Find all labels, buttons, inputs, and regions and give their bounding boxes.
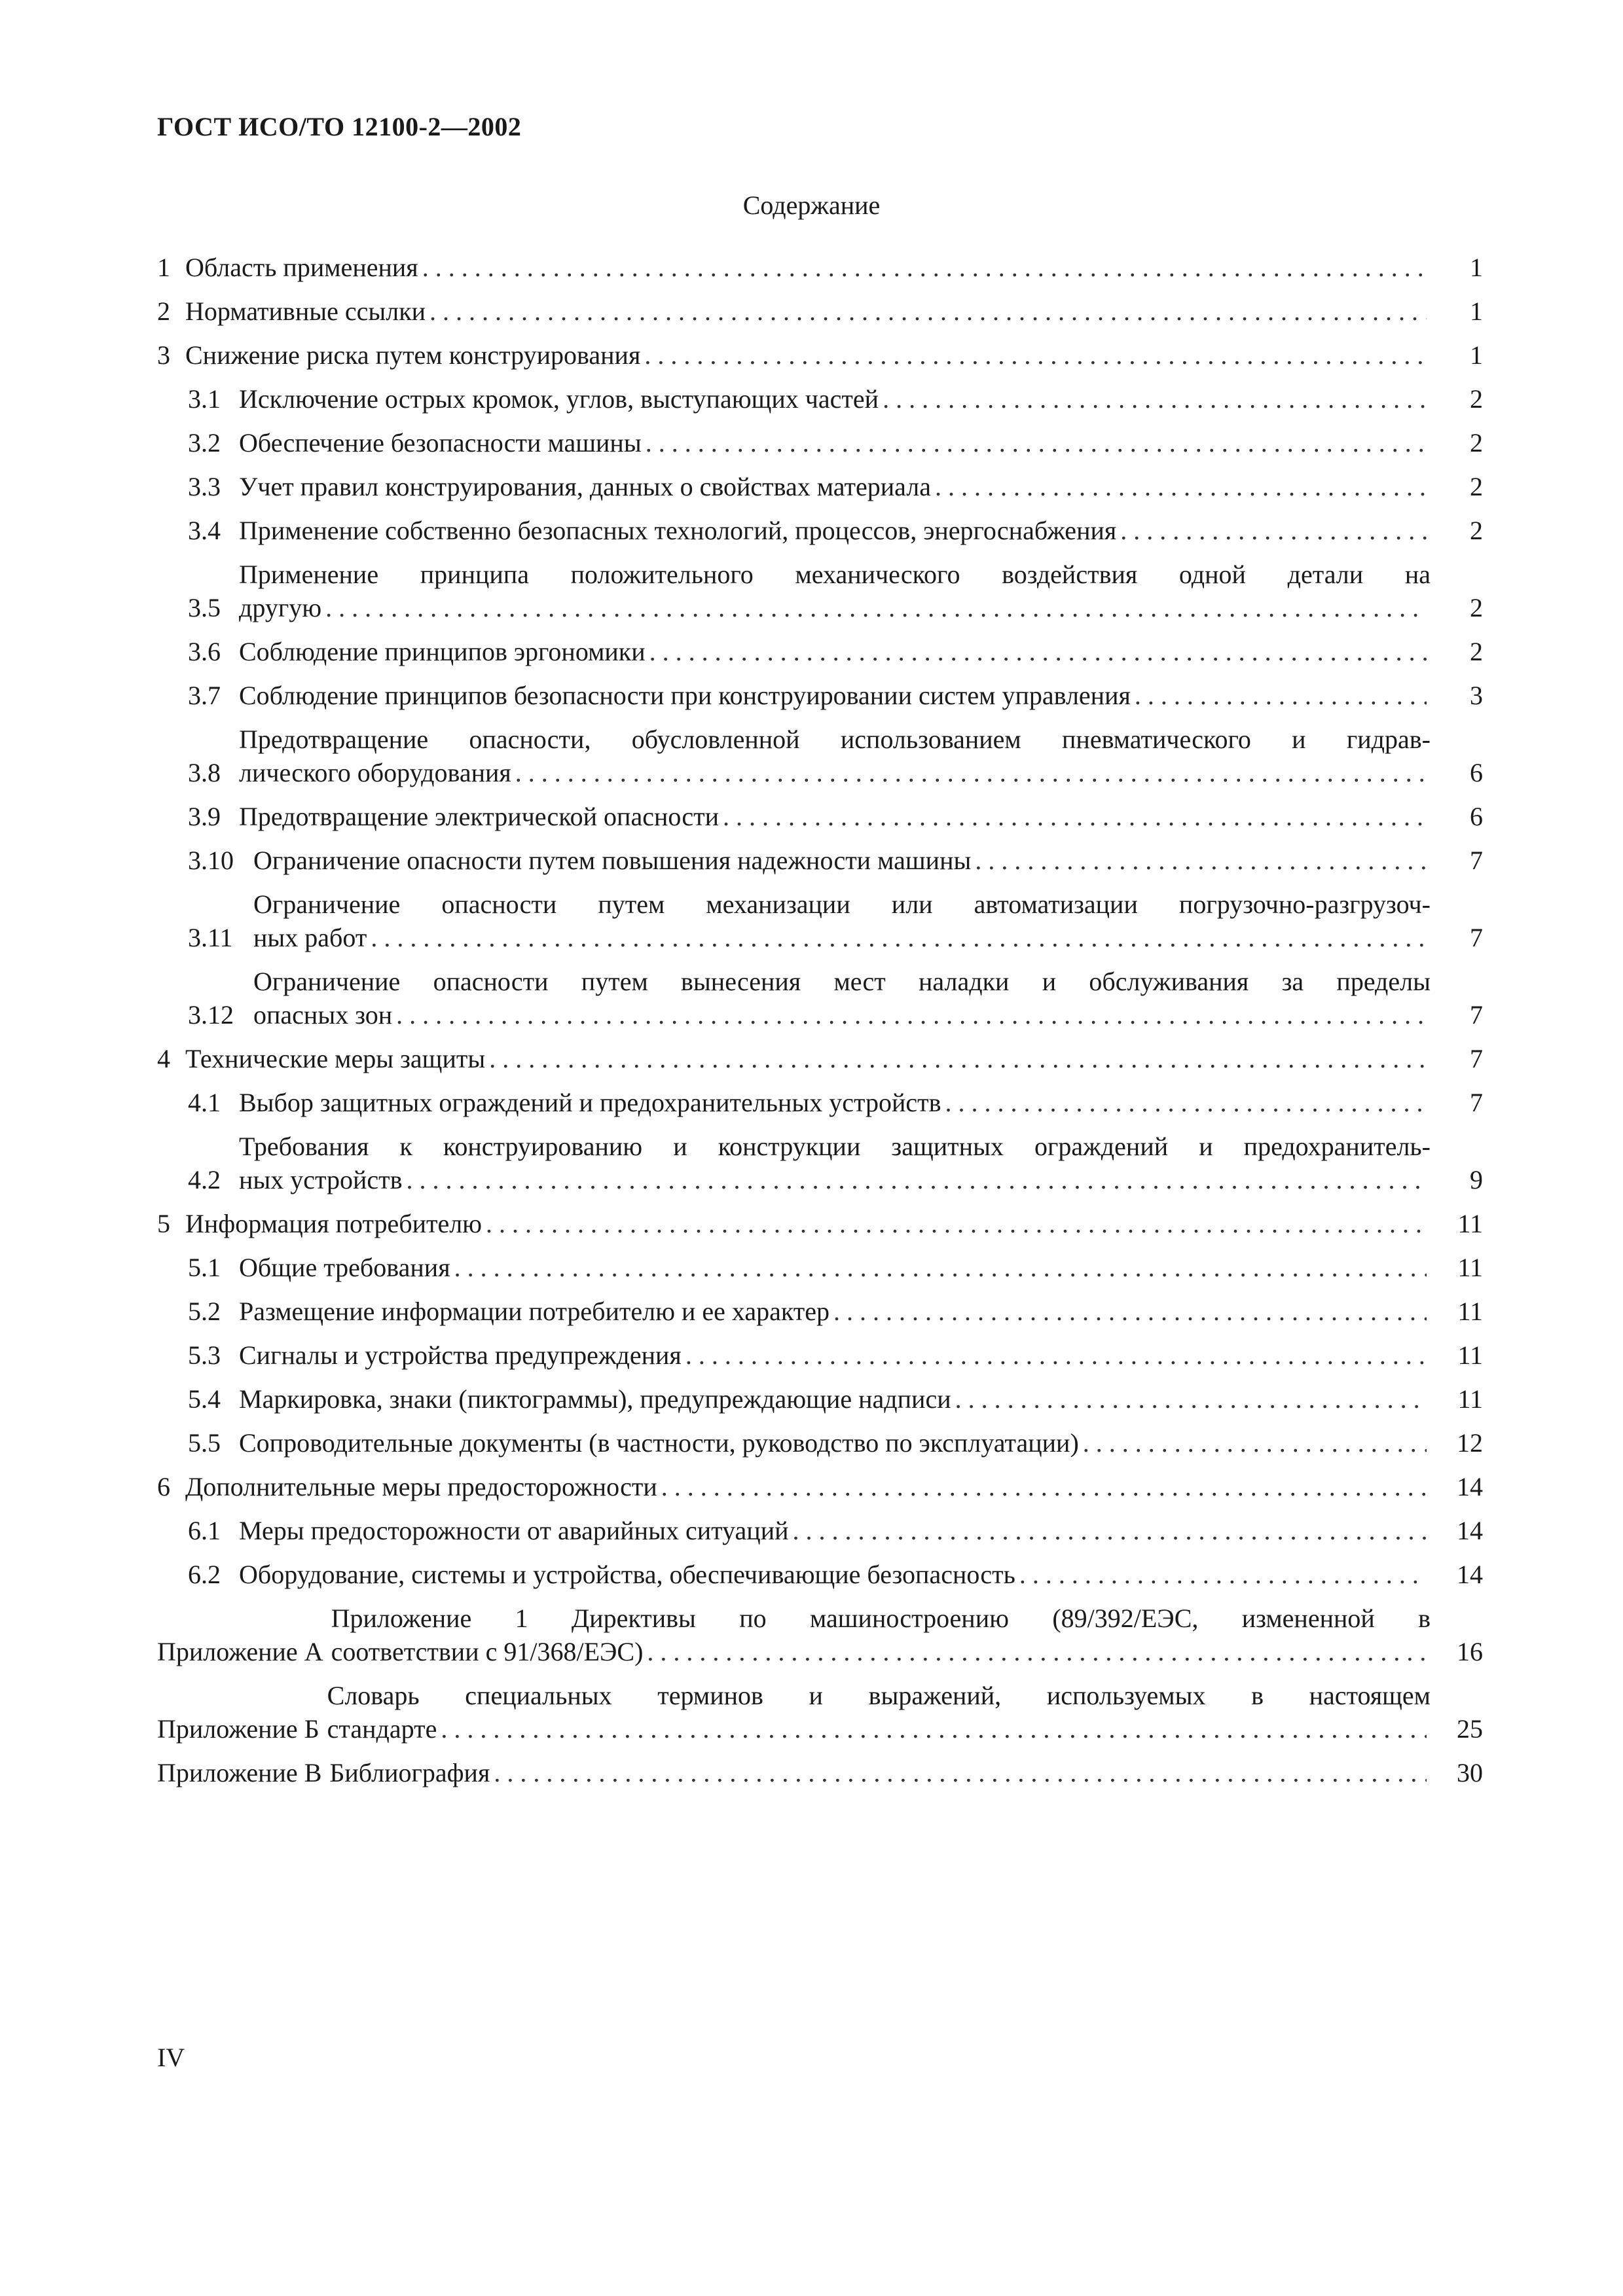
toc-entry-text-row [239, 635, 1431, 668]
dot-leader [371, 921, 1427, 954]
toc-entry[interactable] [157, 470, 1483, 503]
toc-entry-number: 3.3 [188, 472, 221, 501]
toc-entry-number: 3.8 [188, 758, 221, 787]
toc-entry-page: 1 [1470, 340, 1483, 370]
document-id-header: ГОСТ ИСО/ТО 12100-2—2002 [157, 112, 522, 141]
toc-entry[interactable] [157, 844, 1483, 877]
toc-entry-text-line2-row [331, 1635, 1431, 1668]
toc-entry-page: 11 [1457, 1340, 1483, 1370]
toc-entry-text: Сопроводительные документы (в частности, руководство по эксплуатации) [239, 1428, 1079, 1458]
toc-entry-number: 3.6 [188, 637, 221, 666]
toc-entry-number: 5.1 [188, 1253, 221, 1282]
dot-leader [325, 591, 1427, 624]
toc-entry-number: 3.4 [188, 516, 221, 545]
toc-entry-text: Учет правил конструирования, данных о свойствах материала [239, 472, 931, 501]
toc-entry-body [185, 1470, 1431, 1503]
toc-entry-text-row [239, 1558, 1431, 1591]
dot-leader [1019, 1558, 1427, 1591]
toc-entry-page: 1 [1470, 253, 1483, 282]
toc-entry-text-line2: лического оборудования [239, 758, 511, 787]
toc-entry-number: 4.1 [188, 1088, 221, 1117]
toc-entry-body [239, 1558, 1431, 1591]
toc-entry-number: 5.5 [188, 1428, 221, 1458]
toc-entry-text-row [239, 1086, 1431, 1119]
toc-entry-number: Приложение В [157, 1758, 322, 1787]
toc-entry-body [331, 1602, 1431, 1668]
toc-entry[interactable] [157, 251, 1483, 284]
toc-entry-text: Размещение информации потребителю и ее характер [239, 1297, 830, 1326]
dot-leader [454, 1251, 1427, 1284]
toc-entry-number: 5.2 [188, 1297, 221, 1326]
toc-entry-number: 3.9 [188, 802, 221, 831]
toc-entry-body [239, 470, 1431, 503]
toc-entry[interactable] [157, 1130, 1483, 1196]
toc-entry-text-line2: опасных зон [253, 1000, 393, 1030]
toc-entry-number: 5.3 [188, 1340, 221, 1370]
toc-entry-body [329, 1756, 1431, 1789]
dot-leader [883, 382, 1427, 416]
toc-entry-text-block [253, 888, 1431, 954]
toc-entry-text-line1: Требования к конструированию и конструкции защитных ограждений и предохранитель- [239, 1132, 1431, 1161]
page-number: IV [157, 2043, 185, 2072]
toc-entry[interactable] [157, 1602, 1483, 1668]
toc-entry-body [239, 1514, 1431, 1547]
toc-entry-number: 3.5 [188, 593, 221, 622]
toc-entry-text-row [329, 1756, 1431, 1789]
dot-leader [1135, 679, 1427, 712]
toc-entry-number: 4.2 [188, 1165, 221, 1194]
toc-entry-page: 9 [1470, 1165, 1483, 1194]
toc-entry-body [185, 338, 1431, 372]
toc-entry-page: 14 [1457, 1516, 1483, 1545]
toc-entry-text-row [185, 295, 1431, 328]
toc-entry[interactable] [157, 800, 1483, 833]
toc-entry-page: 7 [1470, 846, 1483, 875]
toc-entry-text-row [239, 1382, 1431, 1416]
toc-entry-body [239, 1338, 1431, 1372]
dot-leader [661, 1470, 1427, 1503]
toc-entry-page: 11 [1457, 1297, 1483, 1326]
toc-entry-text-line2: другую [239, 593, 322, 622]
toc-entry-text-row [253, 844, 1431, 877]
toc-entry-text-row [239, 679, 1431, 712]
dot-leader [975, 844, 1427, 877]
toc-entry-body [253, 888, 1431, 954]
dot-leader [1083, 1426, 1427, 1460]
toc-entry-text-line2: ных устройств [239, 1165, 403, 1194]
toc-entry-body [239, 800, 1431, 833]
toc-entry[interactable] [157, 426, 1483, 459]
toc-entry-body [239, 1295, 1431, 1328]
toc-entry-text: Сигналы и устройства предупреждения [239, 1340, 682, 1370]
toc-entry-text-line2-row [239, 756, 1431, 789]
toc-entry-text: Нормативные ссылки [185, 296, 426, 326]
toc-entry-body [239, 1086, 1431, 1119]
toc-entry-text-line1: Предотвращение опасности, обусловленной использованием пневматического и гидрав- [239, 725, 1431, 754]
toc-entry[interactable] [157, 1207, 1483, 1240]
toc-entry-text-line2-row [239, 1163, 1431, 1196]
dot-leader [644, 338, 1427, 372]
dot-leader [441, 1712, 1427, 1746]
toc-entry-page: 2 [1470, 516, 1483, 545]
toc-entry-number: 3.11 [188, 923, 233, 952]
toc-entry-text-line2-row [327, 1712, 1431, 1746]
toc-entry-page: 11 [1457, 1253, 1483, 1282]
toc-entry-text: Дополнительные меры предосторожности [185, 1472, 657, 1501]
toc-entry-text-row [239, 800, 1431, 833]
toc-entry-page: 7 [1470, 1088, 1483, 1117]
dot-leader [833, 1295, 1427, 1328]
toc-entry-number: 3.7 [188, 681, 221, 710]
toc-entry-body [239, 1130, 1431, 1196]
toc-entry[interactable] [157, 338, 1483, 372]
toc-entry-text: Применение собственно безопасных технологий, процессов, энергоснабжения [239, 516, 1117, 545]
toc-entry-body [239, 1251, 1431, 1284]
toc-entry-text-line2-row [253, 998, 1431, 1031]
toc-entry-body [239, 723, 1431, 789]
toc-entry-number: 6 [157, 1472, 170, 1501]
toc-entry-text-row [185, 1470, 1431, 1503]
toc-entry-number: Приложение А [157, 1637, 323, 1666]
toc-entry-text: Технические меры защиты [185, 1044, 486, 1073]
toc-entry-text-line1: Применение принципа положительного механического воздействия одной детали на [239, 560, 1431, 589]
toc-entry-text-row [185, 338, 1431, 372]
toc-entry[interactable] [157, 1470, 1483, 1503]
toc-entry-page: 7 [1470, 1044, 1483, 1073]
toc-entry-body [185, 251, 1431, 284]
toc-entry-page: 16 [1457, 1637, 1483, 1666]
toc-entry[interactable] [157, 1426, 1483, 1460]
toc-entry-body [239, 558, 1431, 624]
toc-title: Содержание [742, 190, 881, 220]
toc-entry-text-row [185, 1042, 1431, 1075]
toc-entry-body [239, 426, 1431, 459]
toc-entry-body [239, 1382, 1431, 1416]
toc-entry-body [327, 1679, 1431, 1746]
toc-entry[interactable] [157, 679, 1483, 712]
toc-entry-number: 6.1 [188, 1516, 221, 1545]
dot-leader [515, 756, 1427, 789]
dot-leader [1120, 514, 1427, 547]
toc-entry-text: Информация потребителю [185, 1209, 483, 1238]
toc-entry-body [239, 382, 1431, 416]
toc-entry-text-line1: Приложение 1 Директивы по машиностроению (89/392/ЕЭС, измененной в [331, 1604, 1431, 1633]
toc-entry[interactable] [157, 1679, 1483, 1746]
toc-entry-text-row [185, 1207, 1431, 1240]
toc-entry-text-row [239, 1338, 1431, 1372]
toc-entry-body [239, 1426, 1431, 1460]
toc-entry-text-line2-row [253, 921, 1431, 954]
toc-entry-text: Маркировка, знаки (пиктограммы), предупреждающие надписи [239, 1384, 951, 1414]
toc-entry[interactable] [157, 1558, 1483, 1591]
toc-entry-number: 3.12 [188, 1000, 234, 1030]
dot-leader [489, 1042, 1427, 1075]
toc-entry-text-row [185, 251, 1431, 284]
toc-entry-number: Приложение Б [157, 1714, 319, 1744]
toc-entry-page: 12 [1457, 1428, 1483, 1458]
table-of-contents [157, 251, 1483, 1800]
toc-entry-page: 6 [1470, 802, 1483, 831]
toc-entry-body [253, 965, 1431, 1031]
toc-entry[interactable] [157, 1086, 1483, 1119]
toc-entry-body [239, 635, 1431, 668]
dot-leader [429, 295, 1427, 328]
toc-entry[interactable] [157, 514, 1483, 547]
toc-entry[interactable] [157, 888, 1483, 954]
toc-entry-page: 2 [1470, 472, 1483, 501]
toc-entry-text: Библиография [329, 1758, 490, 1787]
dot-leader [396, 998, 1427, 1031]
toc-entry-body [185, 295, 1431, 328]
toc-entry-text: Меры предосторожности от аварийных ситуаций [239, 1516, 789, 1545]
toc-entry[interactable] [157, 1251, 1483, 1284]
dot-leader [647, 1635, 1427, 1668]
toc-entry-text-row [239, 1426, 1431, 1460]
toc-entry-text-line1: Ограничение опасности путем вынесения мест наладки и обслуживания за пределы [253, 967, 1431, 996]
toc-entry-page: 2 [1470, 428, 1483, 457]
toc-entry-page: 1 [1470, 296, 1483, 326]
toc-entry-text-row [239, 426, 1431, 459]
toc-entry-number: 4 [157, 1044, 170, 1073]
dot-leader [955, 1382, 1427, 1416]
toc-entry-body [239, 679, 1431, 712]
toc-entry-page: 3 [1470, 681, 1483, 710]
toc-entry-body [185, 1042, 1431, 1075]
toc-entry-text-row [239, 1295, 1431, 1328]
toc-entry-text-line2: соответствии с 91/368/ЕЭС) [331, 1637, 644, 1666]
toc-entry-text: Исключение острых кромок, углов, выступающих частей [239, 384, 879, 414]
toc-entry-text: Соблюдение принципов эргономики [239, 637, 646, 666]
dot-leader [935, 470, 1427, 503]
toc-entry-number: 5.4 [188, 1384, 221, 1414]
toc-entry-text-line2: стандарте [327, 1714, 437, 1744]
toc-entry-text-row [239, 470, 1431, 503]
toc-entry-number: 3.1 [188, 384, 221, 414]
toc-entry-page: 11 [1457, 1209, 1483, 1238]
toc-entry-number: 3.10 [188, 846, 234, 875]
toc-entry-number: 3 [157, 340, 170, 370]
toc-entry-number: 1 [157, 253, 170, 282]
toc-entry-page: 30 [1457, 1758, 1483, 1787]
toc-entry-text-block [239, 723, 1431, 789]
dot-leader [945, 1086, 1427, 1119]
toc-entry-number: 5 [157, 1209, 170, 1238]
toc-entry-text: Область применения [185, 253, 418, 282]
dot-leader [646, 426, 1427, 459]
toc-entry-page: 14 [1457, 1560, 1483, 1589]
toc-entry[interactable] [157, 1338, 1483, 1372]
toc-entry-number: 2 [157, 296, 170, 326]
toc-entry[interactable] [157, 1382, 1483, 1416]
toc-entry-text-block [327, 1679, 1431, 1746]
toc-entry-number: 3.2 [188, 428, 221, 457]
toc-entry-text: Ограничение опасности путем повышения надежности машины [253, 846, 972, 875]
toc-entry-page: 25 [1457, 1714, 1483, 1744]
dot-leader [494, 1756, 1427, 1789]
dot-leader [793, 1514, 1427, 1547]
toc-entry-page: 2 [1470, 593, 1483, 622]
toc-entry-text: Оборудование, системы и устройства, обеспечивающие безопасность [239, 1560, 1015, 1589]
toc-entry-text-line1: Словарь специальных терминов и выражений, используемых в настоящем [327, 1681, 1431, 1710]
toc-entry[interactable] [157, 635, 1483, 668]
toc-entry-body [239, 514, 1431, 547]
toc-entry-page: 7 [1470, 1000, 1483, 1030]
toc-entry[interactable] [157, 1042, 1483, 1075]
toc-entry-page: 2 [1470, 384, 1483, 414]
toc-entry-text: Снижение риска путем конструирования [185, 340, 641, 370]
toc-entry[interactable] [157, 1514, 1483, 1547]
toc-entry-number: 6.2 [188, 1560, 221, 1589]
toc-entry-page: 2 [1470, 637, 1483, 666]
toc-entry[interactable] [157, 382, 1483, 416]
toc-entry-text-row [239, 1514, 1431, 1547]
toc-entry-text: Общие требования [239, 1253, 450, 1282]
dot-leader [422, 251, 1427, 284]
toc-entry-text-row [239, 1251, 1431, 1284]
dot-leader [649, 635, 1427, 668]
toc-entry-text-block [239, 558, 1431, 624]
toc-entry-text: Предотвращение электрической опасности [239, 802, 720, 831]
toc-entry-page: 7 [1470, 923, 1483, 952]
toc-entry-text-block [253, 965, 1431, 1031]
toc-entry-page: 6 [1470, 758, 1483, 787]
toc-entry-text-row [239, 382, 1431, 416]
toc-entry[interactable] [157, 965, 1483, 1031]
toc-entry-text-line1: Ограничение опасности путем механизации или автоматизации погрузочно-разгрузоч- [253, 889, 1431, 919]
toc-entry[interactable] [157, 1756, 1483, 1789]
toc-entry-text: Соблюдение принципов безопасности при конструировании систем управления [239, 681, 1131, 710]
toc-entry-text: Выбор защитных ограждений и предохранительных устройств [239, 1088, 941, 1117]
toc-entry-text-row [239, 514, 1431, 547]
toc-entry-text: Обеспечение безопасности машины [239, 428, 642, 457]
toc-entry[interactable] [157, 1295, 1483, 1328]
toc-entry-text-block [239, 1130, 1431, 1196]
toc-entry-page: 11 [1457, 1384, 1483, 1414]
toc-entry[interactable] [157, 723, 1483, 789]
dot-leader [407, 1163, 1427, 1196]
toc-entry[interactable] [157, 558, 1483, 624]
dot-leader [723, 800, 1427, 833]
toc-entry-page: 14 [1457, 1472, 1483, 1501]
toc-entry-body [253, 844, 1431, 877]
toc-entry-text-line2-row [239, 591, 1431, 624]
toc-entry-text-block [331, 1602, 1431, 1668]
dot-leader [685, 1338, 1427, 1372]
toc-entry-text-line2: ных работ [253, 923, 367, 952]
toc-entry[interactable] [157, 295, 1483, 328]
dot-leader [486, 1207, 1427, 1240]
toc-entry-body [185, 1207, 1431, 1240]
